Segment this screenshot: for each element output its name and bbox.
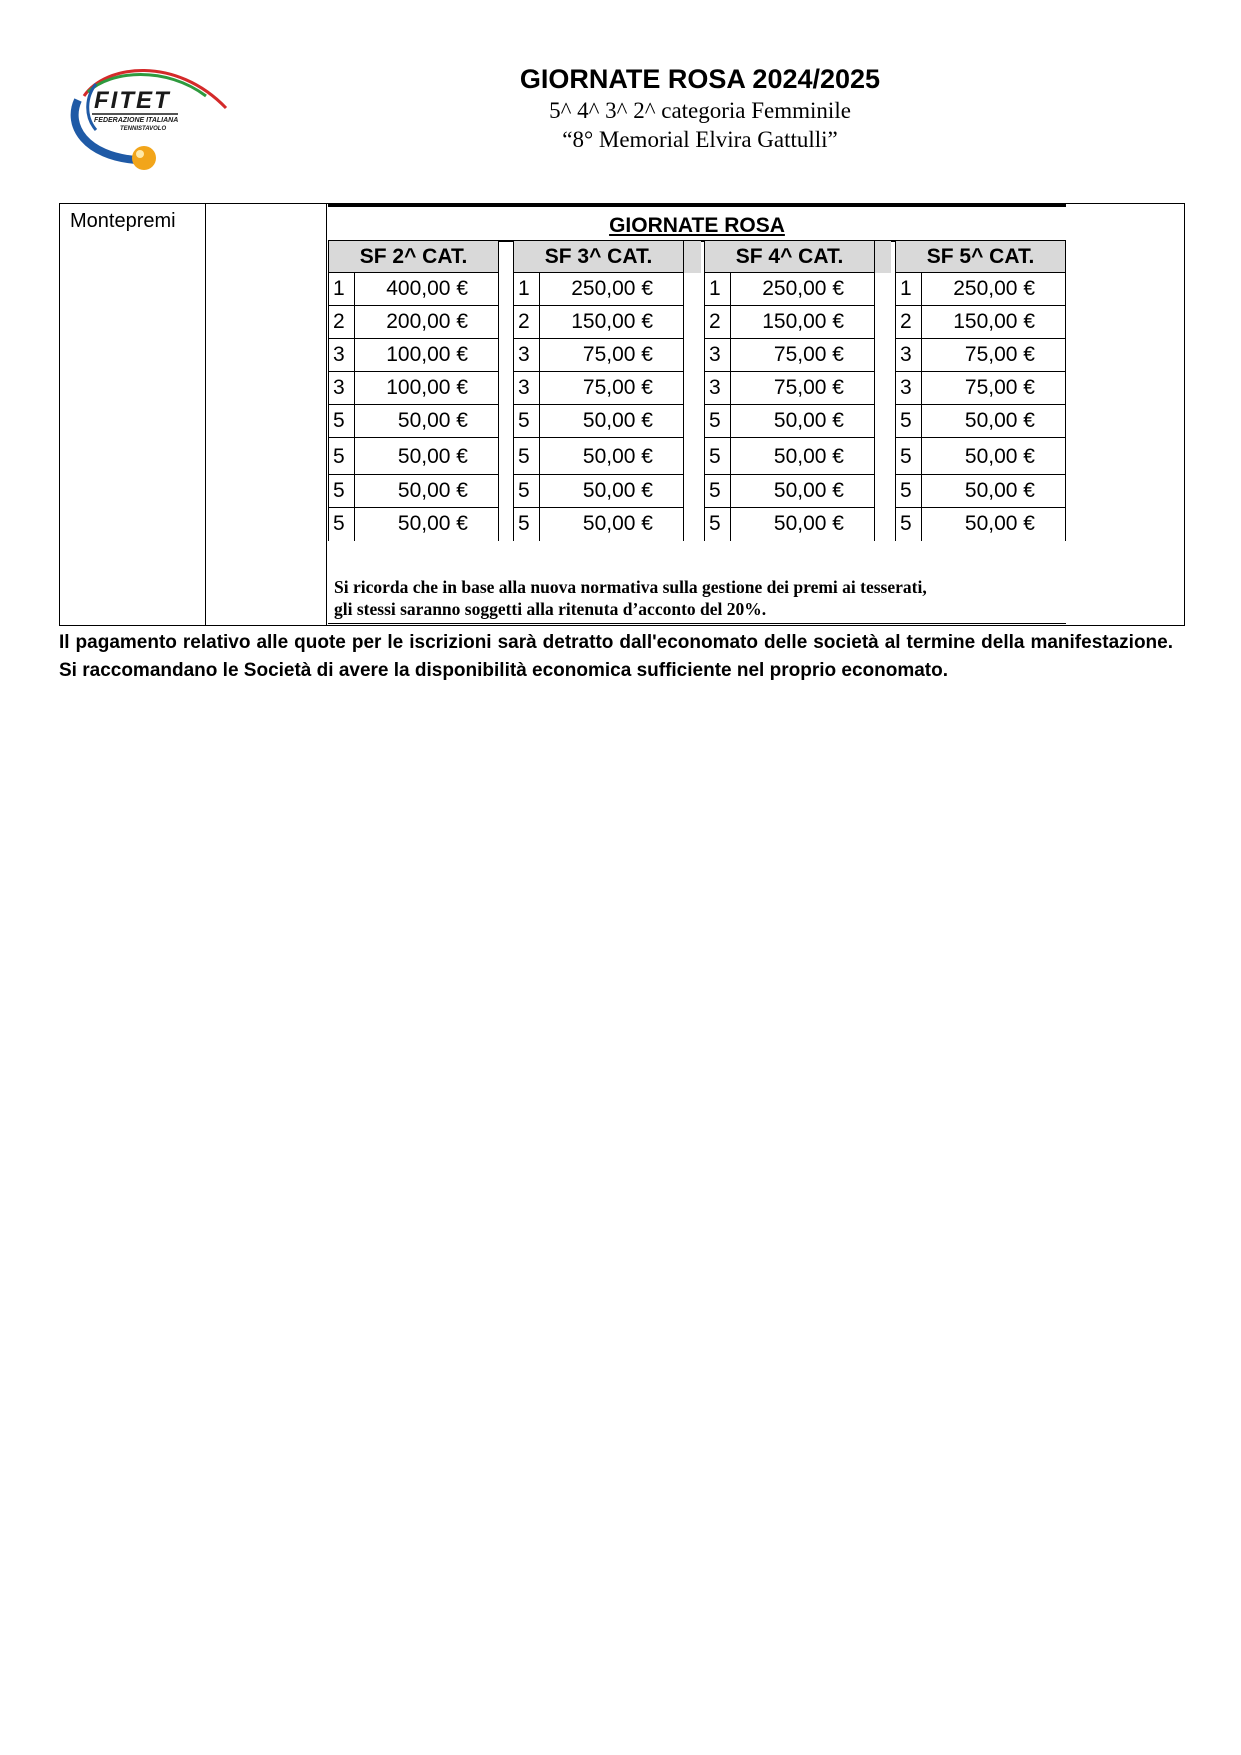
position: 5 bbox=[705, 438, 731, 474]
position: 5 bbox=[329, 438, 355, 474]
category-header: SF 2^ CAT. bbox=[328, 241, 499, 273]
amount: 50,00 € bbox=[582, 409, 653, 432]
table-row bbox=[513, 438, 684, 475]
position: 1 bbox=[329, 273, 355, 305]
amount: 150,00 € bbox=[762, 310, 844, 333]
position: 1 bbox=[705, 273, 731, 305]
amount: 75,00 € bbox=[582, 376, 653, 399]
amount: 150,00 € bbox=[953, 310, 1035, 333]
svg-text:FEDERAZIONE ITALIANA: FEDERAZIONE ITALIANA bbox=[94, 117, 179, 124]
subtitle-memorial: “8° Memorial Elvira Gattulli” bbox=[562, 127, 838, 152]
amount: 50,00 € bbox=[397, 512, 468, 535]
table-row bbox=[513, 405, 684, 438]
table-row bbox=[513, 372, 684, 405]
note-line-1: Si ricorda che in base alla nuova normativa sulla gestione dei premi ai tesserati, bbox=[334, 577, 927, 597]
category-sf3 bbox=[513, 241, 684, 541]
position: 3 bbox=[329, 372, 355, 404]
position: 3 bbox=[896, 372, 922, 404]
position: 5 bbox=[329, 405, 355, 437]
table-row bbox=[704, 339, 875, 372]
row-label-montepremi: Montepremi bbox=[70, 210, 176, 232]
table-row bbox=[895, 339, 1066, 372]
amount: 50,00 € bbox=[964, 479, 1035, 502]
prize-table bbox=[59, 203, 1185, 626]
fitet-logo bbox=[66, 56, 234, 174]
position: 5 bbox=[514, 508, 540, 541]
svg-text:TENNISTAVOLO: TENNISTAVOLO bbox=[120, 126, 167, 132]
column-divider bbox=[326, 204, 327, 625]
page-title: GIORNATE ROSA 2024/2025 bbox=[519, 64, 881, 94]
table-row bbox=[895, 508, 1066, 541]
position: 5 bbox=[514, 475, 540, 507]
table-row bbox=[328, 508, 499, 541]
svg-text:FITET: FITET bbox=[94, 87, 171, 114]
position: 5 bbox=[896, 438, 922, 474]
position: 2 bbox=[514, 306, 540, 338]
table-row bbox=[704, 475, 875, 508]
amount: 200,00 € bbox=[386, 310, 468, 333]
table-row bbox=[328, 475, 499, 508]
table-row bbox=[704, 306, 875, 339]
amount: 250,00 € bbox=[762, 277, 844, 300]
amount: 50,00 € bbox=[773, 512, 844, 535]
subtitle-categories: 5^ 4^ 3^ 2^ categoria Femminile bbox=[549, 98, 851, 123]
position: 5 bbox=[329, 475, 355, 507]
table-row bbox=[895, 372, 1066, 405]
header-title-block bbox=[400, 62, 1000, 154]
category-header: SF 5^ CAT. bbox=[895, 241, 1066, 273]
position: 3 bbox=[705, 372, 731, 404]
prize-top-rule bbox=[328, 204, 1066, 207]
table-row bbox=[895, 306, 1066, 339]
position: 5 bbox=[705, 475, 731, 507]
note-line-2: gli stessi saranno soggetti alla ritenuta d’acconto del 20%. bbox=[334, 599, 767, 619]
table-row bbox=[328, 306, 499, 339]
prize-area bbox=[328, 204, 1066, 625]
table-row bbox=[328, 372, 499, 405]
amount: 50,00 € bbox=[964, 445, 1035, 468]
position: 5 bbox=[896, 475, 922, 507]
position: 5 bbox=[896, 508, 922, 541]
amount: 50,00 € bbox=[773, 409, 844, 432]
amount: 75,00 € bbox=[964, 376, 1035, 399]
table-row bbox=[895, 475, 1066, 508]
amount: 50,00 € bbox=[582, 445, 653, 468]
position: 3 bbox=[329, 339, 355, 371]
amount: 50,00 € bbox=[582, 512, 653, 535]
amount: 50,00 € bbox=[773, 445, 844, 468]
table-row bbox=[704, 508, 875, 541]
table-row bbox=[704, 372, 875, 405]
amount: 75,00 € bbox=[582, 343, 653, 366]
withholding-note bbox=[334, 576, 1054, 620]
amount: 100,00 € bbox=[386, 376, 468, 399]
amount: 150,00 € bbox=[571, 310, 653, 333]
table-row bbox=[328, 405, 499, 438]
position: 1 bbox=[514, 273, 540, 305]
amount: 50,00 € bbox=[964, 409, 1035, 432]
position: 2 bbox=[705, 306, 731, 338]
table-row bbox=[513, 273, 684, 306]
position: 1 bbox=[896, 273, 922, 305]
amount: 50,00 € bbox=[773, 479, 844, 502]
table-row bbox=[704, 405, 875, 438]
position: 3 bbox=[514, 339, 540, 371]
payment-paragraph: Il pagamento relativo alle quote per le iscrizioni sarà detratto dall'economato delle società al termine della manifestazione. Si raccomandano le Società di avere la disponibilità economica sufficiente nel proprio economato. bbox=[59, 632, 1173, 681]
table-row bbox=[895, 405, 1066, 438]
amount: 50,00 € bbox=[397, 409, 468, 432]
amount: 50,00 € bbox=[397, 479, 468, 502]
table-row bbox=[704, 273, 875, 306]
table-row bbox=[328, 438, 499, 475]
column-divider bbox=[205, 204, 206, 625]
position: 5 bbox=[329, 508, 355, 541]
position: 5 bbox=[896, 405, 922, 437]
position: 3 bbox=[514, 372, 540, 404]
table-row bbox=[704, 438, 875, 475]
category-sf2 bbox=[328, 241, 499, 541]
table-row bbox=[513, 306, 684, 339]
header-gap-shade bbox=[874, 241, 891, 273]
position: 3 bbox=[705, 339, 731, 371]
table-row bbox=[328, 339, 499, 372]
amount: 400,00 € bbox=[386, 277, 468, 300]
table-row bbox=[513, 508, 684, 541]
amount: 75,00 € bbox=[964, 343, 1035, 366]
amount: 250,00 € bbox=[953, 277, 1035, 300]
prize-title: GIORNATE ROSA bbox=[609, 214, 785, 237]
position: 5 bbox=[514, 405, 540, 437]
table-row bbox=[895, 438, 1066, 475]
position: 2 bbox=[329, 306, 355, 338]
table-row bbox=[328, 273, 499, 306]
category-sf5 bbox=[895, 241, 1066, 541]
note-underline bbox=[328, 623, 1066, 624]
position: 5 bbox=[705, 405, 731, 437]
header-gap-shade bbox=[684, 241, 701, 273]
amount: 250,00 € bbox=[571, 277, 653, 300]
amount: 75,00 € bbox=[773, 376, 844, 399]
table-row bbox=[513, 475, 684, 508]
table-row bbox=[513, 339, 684, 372]
position: 2 bbox=[896, 306, 922, 338]
amount: 100,00 € bbox=[386, 343, 468, 366]
position: 5 bbox=[514, 438, 540, 474]
amount: 50,00 € bbox=[397, 445, 468, 468]
amount: 50,00 € bbox=[582, 479, 653, 502]
amount: 75,00 € bbox=[773, 343, 844, 366]
position: 3 bbox=[896, 339, 922, 371]
category-header: SF 3^ CAT. bbox=[513, 241, 684, 273]
amount: 50,00 € bbox=[964, 512, 1035, 535]
category-header: SF 4^ CAT. bbox=[704, 241, 875, 273]
position: 5 bbox=[705, 508, 731, 541]
category-sf4 bbox=[704, 241, 875, 541]
table-row bbox=[895, 273, 1066, 306]
